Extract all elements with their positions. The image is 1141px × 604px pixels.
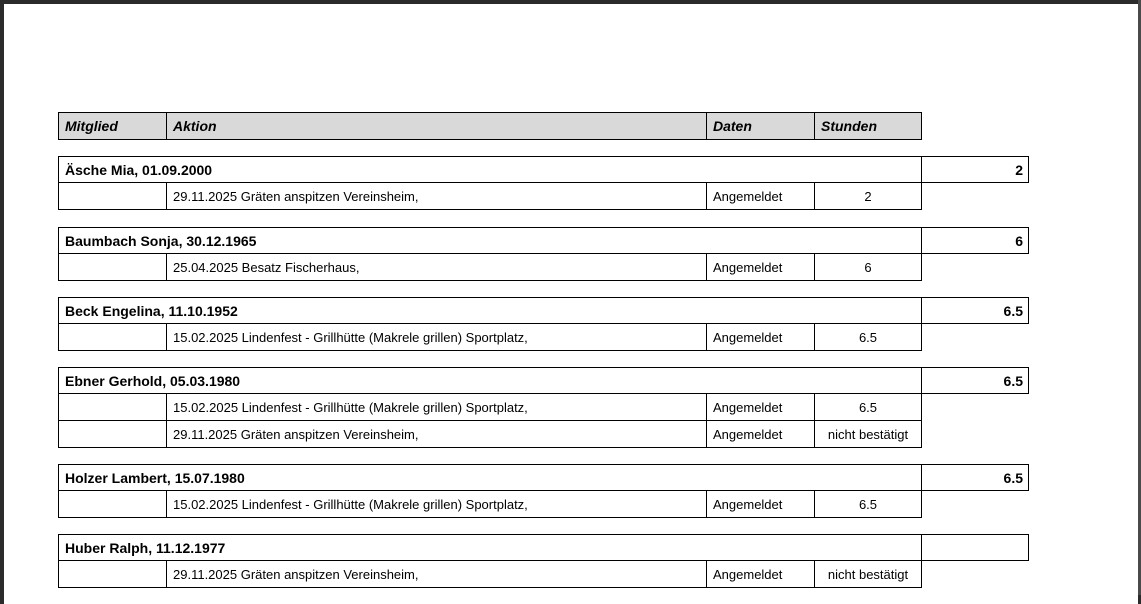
hours-cell: nicht bestätigt [814, 560, 922, 588]
hours-cell: 6 [814, 253, 922, 281]
status-cell: Angemeldet [706, 393, 815, 421]
member-total-hours: 2 [921, 156, 1029, 183]
status-cell: Angemeldet [706, 420, 815, 448]
activity-cell: 15.02.2025 Lindenfest - Grillhütte (Makrele grillen) Sportplatz, [166, 323, 707, 351]
member-name: Huber Ralph, 11.12.1977 [58, 534, 922, 561]
hours-cell: 6.5 [814, 490, 922, 518]
column-header-aktion: Aktion [166, 112, 707, 140]
column-header-daten: Daten [706, 112, 815, 140]
member-empty-cell [58, 393, 167, 421]
activity-cell: 25.04.2025 Besatz Fischerhaus, [166, 253, 707, 281]
report-page [4, 4, 1138, 604]
member-total-hours: 6.5 [921, 464, 1029, 491]
status-cell: Angemeldet [706, 560, 815, 588]
activity-cell: 29.11.2025 Gräten anspitzen Vereinsheim, [166, 560, 707, 588]
member-empty-cell [58, 182, 167, 210]
member-name: Baumbach Sonja, 30.12.1965 [58, 227, 922, 254]
member-empty-cell [58, 420, 167, 448]
status-cell: Angemeldet [706, 323, 815, 351]
status-cell: Angemeldet [706, 182, 815, 210]
member-total-hours: 6 [921, 227, 1029, 254]
member-name: Beck Engelina, 11.10.1952 [58, 297, 922, 324]
hours-cell: 6.5 [814, 323, 922, 351]
activity-cell: 15.02.2025 Lindenfest - Grillhütte (Makrele grillen) Sportplatz, [166, 393, 707, 421]
member-total-hours [921, 534, 1029, 561]
member-name: Äsche Mia, 01.09.2000 [58, 156, 922, 183]
hours-cell: 2 [814, 182, 922, 210]
column-header-stunden: Stunden [814, 112, 922, 140]
member-total-hours: 6.5 [921, 367, 1029, 394]
member-total-hours: 6.5 [921, 297, 1029, 324]
activity-cell: 29.11.2025 Gräten anspitzen Vereinsheim, [166, 420, 707, 448]
member-empty-cell [58, 490, 167, 518]
member-empty-cell [58, 560, 167, 588]
activity-cell: 15.02.2025 Lindenfest - Grillhütte (Makrele grillen) Sportplatz, [166, 490, 707, 518]
member-name: Ebner Gerhold, 05.03.1980 [58, 367, 922, 394]
status-cell: Angemeldet [706, 253, 815, 281]
status-cell: Angemeldet [706, 490, 815, 518]
activity-cell: 29.11.2025 Gräten anspitzen Vereinsheim, [166, 182, 707, 210]
hours-cell: 6.5 [814, 393, 922, 421]
member-empty-cell [58, 253, 167, 281]
member-name: Holzer Lambert, 15.07.1980 [58, 464, 922, 491]
hours-cell: nicht bestätigt [814, 420, 922, 448]
column-header-mitglied: Mitglied [58, 112, 167, 140]
member-empty-cell [58, 323, 167, 351]
